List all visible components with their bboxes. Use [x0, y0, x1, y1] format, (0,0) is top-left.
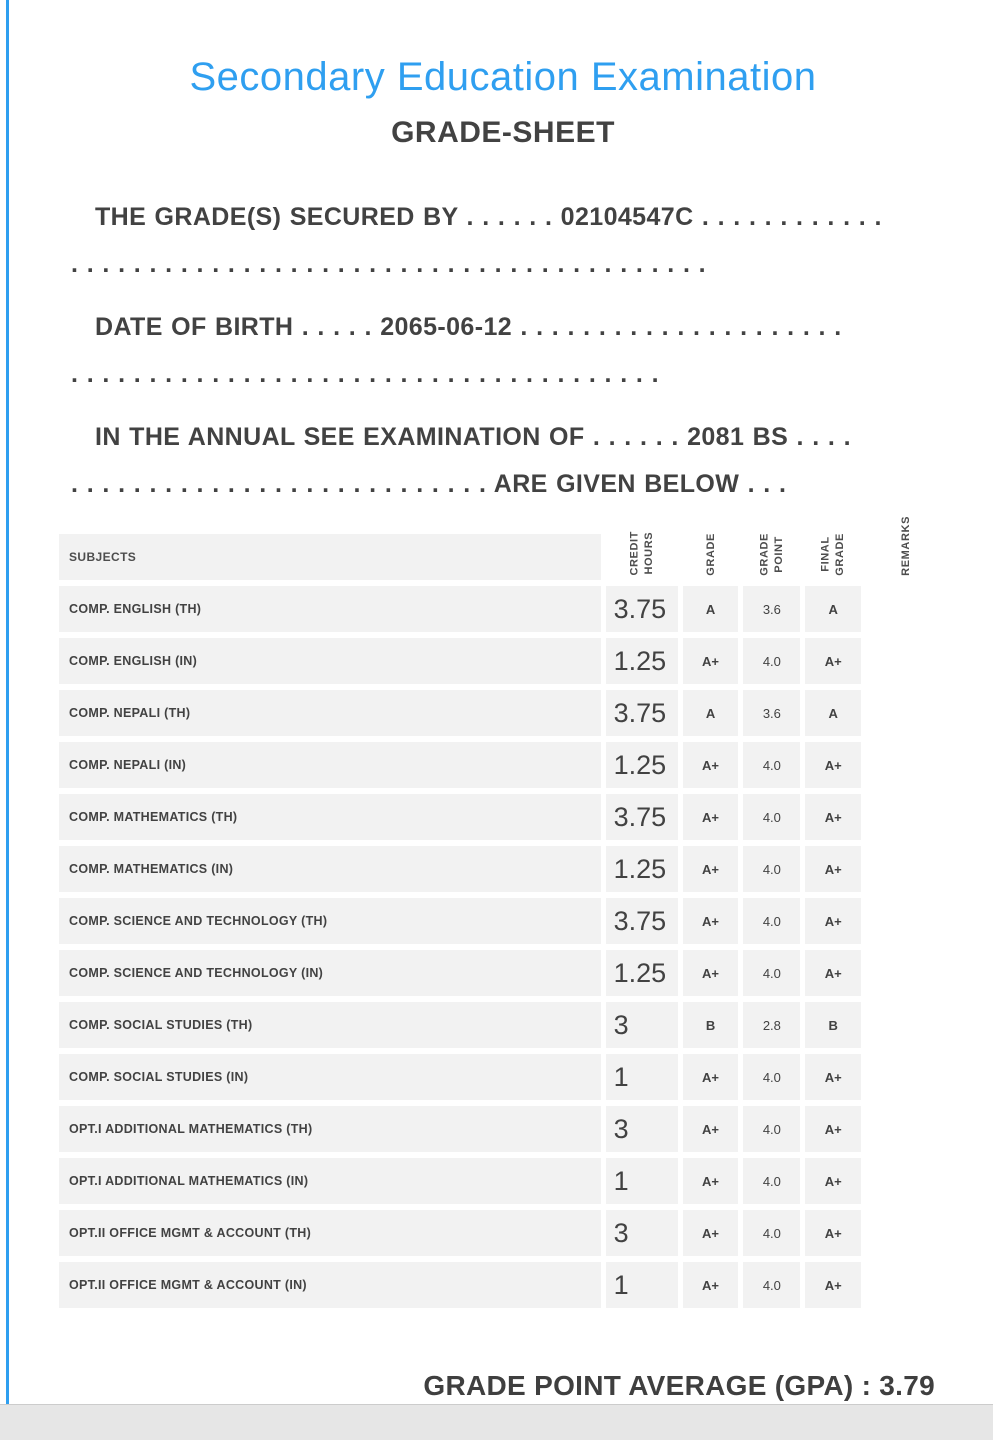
grade-cell: A+ [683, 1054, 738, 1100]
grade-point-cell: 4.0 [743, 1106, 800, 1152]
subject-cell: COMP. ENGLISH (IN) [59, 638, 601, 684]
credit-hours-cell: 1.25 [606, 638, 678, 684]
final-grade-cell: B [805, 1002, 860, 1048]
subject-cell: COMP. MATHEMATICS (IN) [59, 846, 601, 892]
remarks-cell [866, 1210, 947, 1256]
credit-hours-cell: 1.25 [606, 950, 678, 996]
remarks-cell [866, 846, 947, 892]
grade-point-cell: 4.0 [743, 846, 800, 892]
subject-cell: COMP. ENGLISH (TH) [59, 586, 601, 632]
statement [59, 194, 947, 288]
remarks-cell [866, 742, 947, 788]
remarks-cell [866, 794, 947, 840]
final-grade-cell: A+ [805, 638, 860, 684]
col-header-line: GRADE [758, 533, 771, 576]
final-grade-cell: A+ [805, 742, 860, 788]
final-grade-vertical-label [819, 533, 848, 576]
grade-table-body [59, 586, 947, 1308]
col-header-line: POINT [772, 536, 785, 573]
subject-cell: COMP. SOCIAL STUDIES (IN) [59, 1054, 601, 1100]
col-header-line: FINAL [819, 536, 832, 573]
subject-cell: OPT.II OFFICE MGMT & ACCOUNT (TH) [59, 1210, 601, 1256]
col-header-line: HOURS [642, 532, 655, 576]
col-header-line: REMARKS [900, 516, 913, 576]
credit-hours-vertical-label [627, 531, 656, 576]
statement [59, 414, 947, 508]
statement-line: . . . . . . . . . . . . . . . . . . . . . . . . . . . . . . . . . . . . . . [71, 360, 659, 388]
table-row [59, 1002, 947, 1048]
col-header-remarks [866, 516, 947, 580]
final-grade-cell: A+ [805, 1262, 860, 1308]
page-title: Secondary Education Examination [189, 55, 817, 99]
table-row [59, 1106, 947, 1152]
remarks-cell [866, 1002, 947, 1048]
subject-cell: COMP. SCIENCE AND TECHNOLOGY (IN) [59, 950, 601, 996]
subject-cell: OPT.I ADDITIONAL MATHEMATICS (TH) [59, 1106, 601, 1152]
credit-hours-cell: 3 [606, 1002, 678, 1048]
remarks-cell [866, 950, 947, 996]
grade-point-cell: 4.0 [743, 742, 800, 788]
grade-sheet-card [6, 0, 993, 1404]
col-header-grade-point [743, 534, 800, 580]
credit-hours-cell: 3.75 [606, 586, 678, 632]
remarks-cell [866, 586, 947, 632]
table-row [59, 690, 947, 736]
final-grade-cell: A+ [805, 950, 860, 996]
table-row [59, 794, 947, 840]
grade-point-cell: 4.0 [743, 794, 800, 840]
table-row [59, 950, 947, 996]
credit-hours-cell: 3 [606, 1210, 678, 1256]
remarks-vertical-label [899, 516, 913, 576]
grade-cell: A+ [683, 898, 738, 944]
grade-point-cell: 4.0 [743, 1262, 800, 1308]
table-row [59, 1210, 947, 1256]
remarks-cell [866, 1054, 947, 1100]
statement-line: IN THE ANNUAL SEE EXAMINATION OF . . . . . . 2081 BS . . . . [95, 423, 851, 451]
statement-line: THE GRADE(S) SECURED BY . . . . . . 02104547C . . . . . . . . . . . . [95, 203, 882, 231]
grade-point-vertical-label [758, 533, 787, 576]
credit-hours-cell: 1 [606, 1158, 678, 1204]
credit-hours-cell: 1.25 [606, 742, 678, 788]
grade-point-cell: 4.0 [743, 638, 800, 684]
credit-hours-cell: 3.75 [606, 690, 678, 736]
col-header-final-grade [805, 534, 860, 580]
subject-cell: COMP. NEPALI (TH) [59, 690, 601, 736]
grade-point-cell: 4.0 [743, 1210, 800, 1256]
grade-point-cell: 4.0 [743, 1054, 800, 1100]
grade-cell: A+ [683, 638, 738, 684]
col-header-line: CREDIT [628, 531, 641, 576]
final-grade-cell: A+ [805, 846, 860, 892]
final-grade-cell: A+ [805, 794, 860, 840]
final-grade-cell: A+ [805, 898, 860, 944]
grade-point-cell: 4.0 [743, 1158, 800, 1204]
remarks-cell [866, 1262, 947, 1308]
subject-cell: OPT.I ADDITIONAL MATHEMATICS (IN) [59, 1158, 601, 1204]
remarks-cell [866, 898, 947, 944]
final-grade-cell: A [805, 586, 860, 632]
grade-cell: A+ [683, 846, 738, 892]
statements [59, 194, 947, 508]
table-row [59, 898, 947, 944]
statement [59, 304, 947, 398]
grade-point-cell: 2.8 [743, 1002, 800, 1048]
grade-cell: A+ [683, 794, 738, 840]
table-row [59, 1262, 947, 1308]
page-background-gap [0, 1404, 993, 1440]
grade-table [54, 516, 952, 1314]
gpa-total: GRADE POINT AVERAGE (GPA) : 3.79 [423, 1370, 935, 1401]
table-row [59, 586, 947, 632]
grade-point-cell: 4.0 [743, 950, 800, 996]
page-subtitle: GRADE-SHEET [391, 116, 615, 149]
col-header-subjects: SUBJECTS [59, 534, 601, 580]
grade-point-cell: 3.6 [743, 690, 800, 736]
grade-point-cell: 4.0 [743, 898, 800, 944]
table-row [59, 1158, 947, 1204]
credit-hours-cell: 3.75 [606, 898, 678, 944]
remarks-cell [866, 690, 947, 736]
subject-cell: COMP. SOCIAL STUDIES (TH) [59, 1002, 601, 1048]
remarks-cell [866, 1106, 947, 1152]
statement-line: . . . . . . . . . . . . . . . . . . . . . . . . . . . . . . . . . . . . . . . . . [71, 250, 707, 278]
grade-cell: A+ [683, 1158, 738, 1204]
grade-cell: A+ [683, 1210, 738, 1256]
grade-cell: A+ [683, 1106, 738, 1152]
remarks-cell [866, 1158, 947, 1204]
subject-cell: COMP. MATHEMATICS (TH) [59, 794, 601, 840]
statement-line: . . . . . . . . . . . . . . . . . . . . . . . . . . . ARE GIVEN BELOW . . . [71, 470, 787, 498]
table-header-row [59, 534, 947, 580]
grade-cell: A+ [683, 1262, 738, 1308]
subject-cell: COMP. SCIENCE AND TECHNOLOGY (TH) [59, 898, 601, 944]
final-grade-cell: A+ [805, 1054, 860, 1100]
grade-cell: A [683, 586, 738, 632]
table-row [59, 1054, 947, 1100]
table-row [59, 846, 947, 892]
grade-cell: A+ [683, 742, 738, 788]
statement-line: DATE OF BIRTH . . . . . 2065-06-12 . . . . . . . . . . . . . . . . . . . . . [95, 313, 842, 341]
final-grade-cell: A+ [805, 1158, 860, 1204]
credit-hours-cell: 3.75 [606, 794, 678, 840]
col-header-line: GRADE [834, 533, 847, 576]
remarks-cell [866, 638, 947, 684]
col-header-credit-hours [606, 531, 678, 580]
grade-vertical-label [703, 533, 717, 576]
credit-hours-cell: 1.25 [606, 846, 678, 892]
credit-hours-cell: 1 [606, 1054, 678, 1100]
grade-cell: A [683, 690, 738, 736]
table-row [59, 742, 947, 788]
subject-cell: OPT.II OFFICE MGMT & ACCOUNT (IN) [59, 1262, 601, 1308]
credit-hours-cell: 3 [606, 1106, 678, 1152]
final-grade-cell: A+ [805, 1210, 860, 1256]
credit-hours-cell: 1 [606, 1262, 678, 1308]
grade-cell: A+ [683, 950, 738, 996]
table-row [59, 638, 947, 684]
col-header-grade [683, 534, 738, 580]
final-grade-cell: A [805, 690, 860, 736]
grade-point-cell: 3.6 [743, 586, 800, 632]
col-header-line: GRADE [704, 533, 717, 576]
final-grade-cell: A+ [805, 1106, 860, 1152]
subject-cell: COMP. NEPALI (IN) [59, 742, 601, 788]
grade-cell: B [683, 1002, 738, 1048]
